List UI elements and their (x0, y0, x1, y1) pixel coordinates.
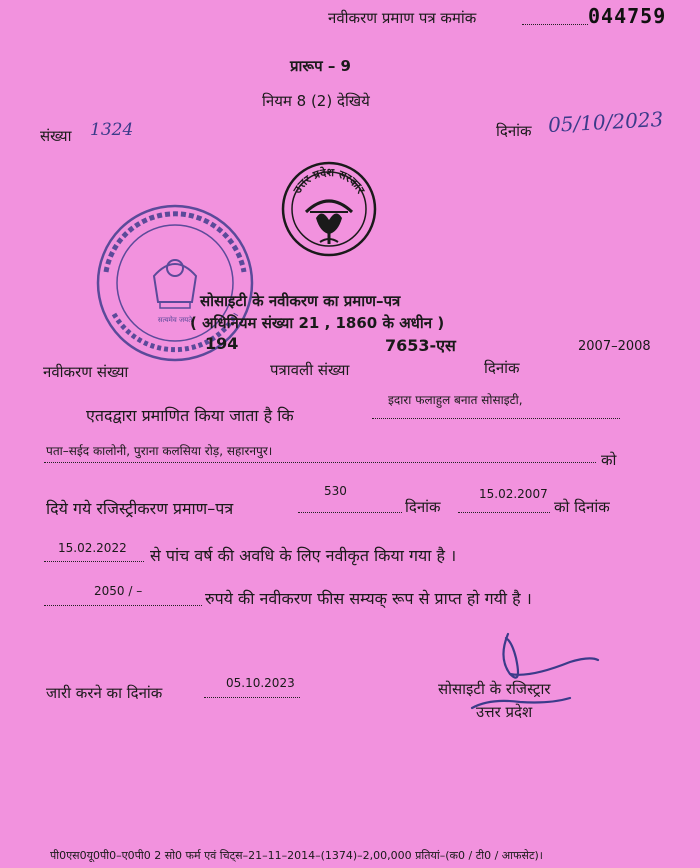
registration-certificate-date: 15.02.2007 (479, 487, 548, 501)
dotted-line (458, 512, 550, 513)
issue-date-label: जारी करने का दिनांक (46, 684, 163, 702)
certificate-subtitle: ( अधिनियम संख्या 21 , 1860 के अधीन ) (190, 314, 445, 332)
file-number-label: पत्रावली संख्या (270, 361, 350, 379)
certificate-number: 044759 (588, 4, 667, 28)
svg-text:उत्तर प्रदेश सरकार (290, 165, 367, 197)
registration-date-label: दिनांक (484, 359, 520, 377)
dotted-line (44, 462, 596, 463)
registration-date-label-2: दिनांक (405, 498, 441, 516)
registration-year: 2007–2008 (578, 339, 651, 354)
registrar-state: उत्तर प्रदेश (476, 703, 533, 721)
seal-motto: सत्यमेव जयते (157, 316, 193, 324)
renewal-period-text: से पांच वर्ष की अवधि के लिए नवीकृत किया गया है । (150, 546, 457, 565)
renewed-from-date: 15.02.2022 (58, 541, 127, 555)
form-rule: नियम 8 (2) देखिये (262, 92, 370, 110)
certificate-title: सोसाइटी के नवीकरण का प्रमाण–पत्र (200, 292, 401, 310)
dotted-line (44, 561, 144, 562)
fee-text: रुपये की नवीकरण फीस सम्यक् रूप से प्राप्त हो गयी है । (205, 589, 532, 608)
sankhya-label: संख्या (40, 127, 72, 145)
date-label: दिनांक (496, 122, 532, 140)
form-title: प्रारूप – 9 (290, 57, 351, 75)
ko-text: को (601, 451, 617, 469)
registration-text: दिये गये रजिस्ट्रीकरण प्रमाण–पत्र (46, 499, 234, 518)
dotted-line (522, 24, 588, 25)
society-address: पता–सईद कालोनी, पुराना कलसिया रोड़, सहारनपुर। (46, 444, 273, 458)
issue-date: 05.10.2023 (226, 676, 295, 690)
up-government-emblem-icon (280, 160, 378, 258)
ko-date-label: को दिनांक (554, 498, 610, 516)
certificate-number-label: नवीकरण प्रमाण पत्र कमांक (328, 9, 477, 27)
sankhya-value: 1324 (90, 120, 134, 140)
dotted-line (372, 418, 620, 419)
print-info: पी0एस0यू0पी0–ए0पी0 2 सो0 फर्म एवं चिट्स–21–11–2014–(1374)–2,00,000 प्रतियां–(क0 / टी0 / आफसेट)। (50, 849, 543, 862)
registration-certificate-number: 530 (324, 484, 347, 498)
date-value: 05/10/2023 (547, 106, 664, 138)
registrar-title: सोसाइटी के रजिस्ट्रार (438, 680, 551, 698)
renewal-number-label: नवीकरण संख्या (43, 363, 129, 381)
certify-text: एतदद्वारा प्रमाणित किया जाता है कि (86, 406, 294, 425)
dotted-line (204, 697, 300, 698)
file-number: 7653-एस (385, 336, 456, 355)
dotted-line (298, 512, 402, 513)
renewal-number: 194 (205, 334, 239, 353)
dotted-line (44, 605, 202, 606)
society-name: इदारा फलाहुल बनात सोसाइटी, (388, 393, 523, 407)
emblem-text: उत्तर प्रदेश सरकार (290, 165, 368, 196)
fee-amount: 2050 / – (94, 584, 143, 598)
